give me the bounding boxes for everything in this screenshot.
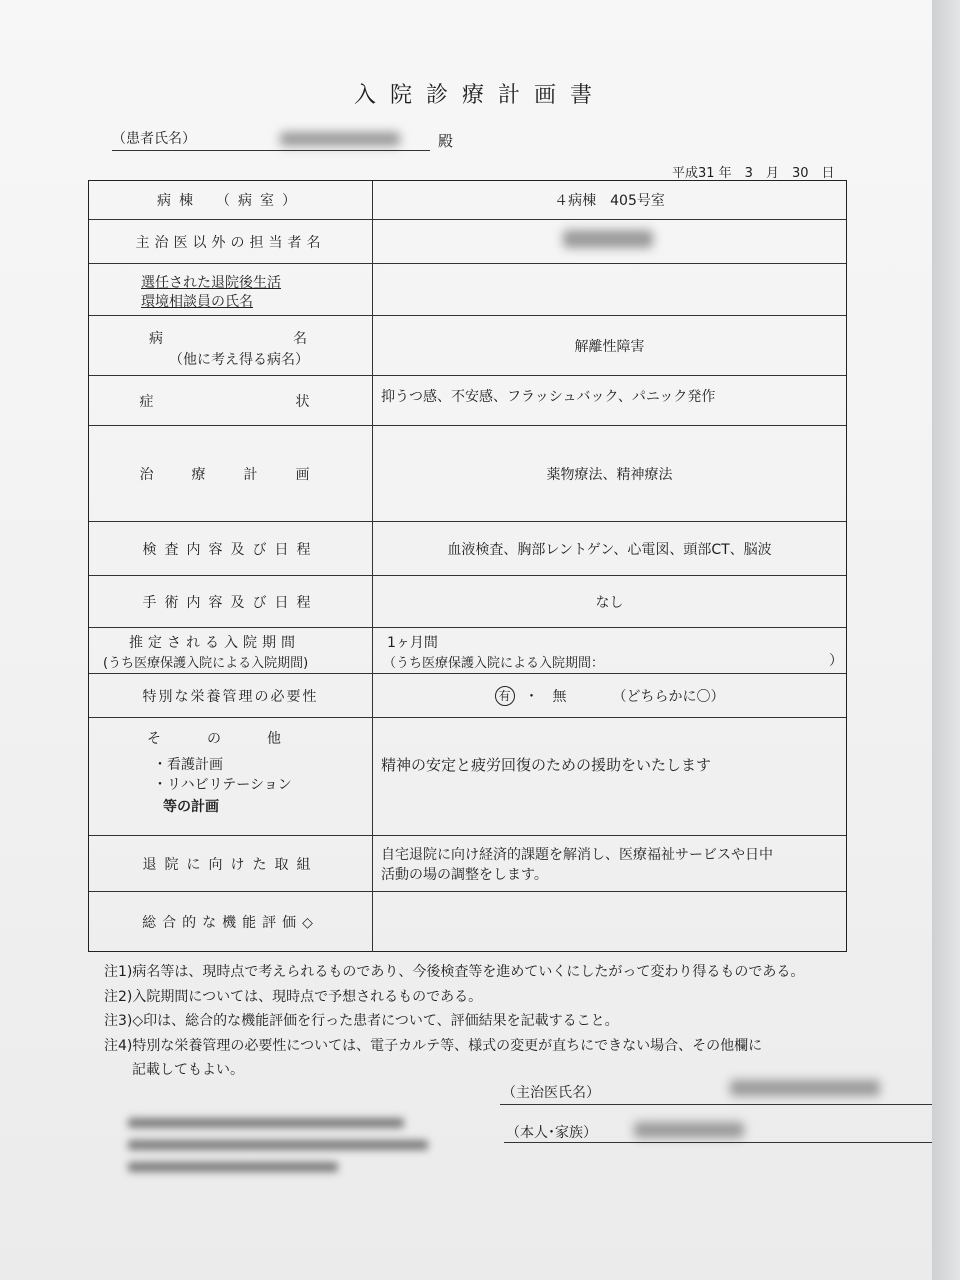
nutrition-value — [373, 674, 846, 718]
other-item-nursing: ・看護計画 — [153, 757, 223, 773]
discharge-value — [373, 836, 846, 892]
note-2: 注2)入院期間については、現時点で予想されるものである。 — [104, 988, 483, 1005]
nutrition-separator: ・ 無 — [524, 689, 567, 705]
plan-table — [88, 180, 847, 952]
other-item-plan: 等の計画 — [163, 799, 219, 815]
row-discharge — [89, 835, 846, 892]
row-staff — [89, 219, 846, 264]
document-date: 平成31 年 3 月 30 日 — [672, 166, 835, 181]
staff-value — [373, 220, 846, 264]
background-edge — [932, 0, 960, 1280]
notes — [104, 960, 804, 1083]
function-value — [373, 892, 846, 952]
exam-value: 血液検査、胸部レントゲン、心電図、頭部CT、脳波 — [447, 542, 772, 558]
nutrition-label: 特別な栄養管理の必要性 — [89, 674, 373, 718]
row-counselor — [89, 263, 846, 316]
document-title: 入院診療計画書 — [353, 83, 606, 108]
staff-label: 主治医以外の担当者名 — [89, 220, 373, 264]
disease-label — [89, 316, 373, 376]
row-period — [89, 627, 846, 674]
period-label-line-2: (うち医療保護入院による入院期間) — [103, 656, 309, 671]
row-surgery — [89, 575, 846, 628]
disease-label-line-2: （他に考え得る病名） — [169, 352, 309, 368]
ward-label: 病棟 （病室） — [89, 181, 373, 219]
family-signature-line — [504, 1142, 936, 1143]
redacted-hospital-address — [128, 1118, 428, 1188]
other-value: 精神の安定と疲労回復のための援助をいたします — [381, 756, 712, 774]
note-4: 注4)特別な栄養管理の必要性については、電子カルテ等、様式の変更が直ちにできない場合、その他欄に — [104, 1037, 763, 1054]
period-value — [373, 628, 846, 674]
counselor-label-line-2: 環境相談員の氏名 — [141, 294, 253, 310]
honorific: 殿 — [438, 132, 454, 150]
symptom-value: 抑うつ感、不安感、フラッシュバック、パニック発作 — [381, 389, 716, 405]
note-3: 注3)◇印は、総合的な機能評価を行った患者について、評価結果を記載すること。 — [104, 1013, 619, 1029]
disease-value: 解離性障害 — [574, 339, 645, 355]
row-other — [89, 717, 846, 836]
redacted-doctor-name — [730, 1080, 880, 1096]
patient-name-line — [112, 150, 430, 151]
doctor-signature-label: （主治医氏名） — [502, 1085, 600, 1101]
row-symptom — [89, 375, 846, 426]
row-disease — [89, 315, 846, 376]
ward-value: ４病棟 405号室 — [554, 193, 665, 209]
disease-label-line-1: 病 名 — [149, 331, 317, 347]
surgery-value: なし — [595, 595, 624, 611]
counselor-label — [89, 264, 373, 316]
row-nutrition — [89, 673, 846, 718]
patient-name-label: （患者氏名） — [112, 131, 196, 147]
row-exam — [89, 521, 846, 576]
other-label-title: そ の 他 — [147, 731, 287, 747]
nutrition-yes-circled: 有 — [495, 686, 515, 706]
period-value-close: ） — [829, 653, 843, 669]
family-signature-label: （本人･家族） — [506, 1125, 597, 1141]
period-label — [89, 628, 373, 674]
row-function — [89, 891, 846, 952]
note-1: 注1)病名等は、現時点で考えられるものであり、今後検査等を進めていくにしたがって変わり得るものである。 — [104, 964, 805, 980]
redacted-staff-name — [563, 230, 653, 248]
redacted-patient-name — [280, 132, 400, 146]
exam-label: 検査内容及び日程 — [89, 522, 373, 576]
period-value-line-1: 1ヶ月間 — [387, 635, 438, 651]
counselor-value — [373, 264, 846, 316]
counselor-label-line-1: 選任された退院後生活 — [141, 275, 281, 291]
discharge-label: 退院に向けた取組 — [89, 836, 373, 892]
period-value-line-2: （うち医療保護入院による入院期間： — [383, 656, 605, 671]
function-label: 総合的な機能評価◇ — [89, 892, 373, 952]
row-ward — [89, 181, 846, 219]
nutrition-note: （どちらかに〇） — [612, 689, 725, 705]
discharge-value-line-2: 活動の場の調整をします。 — [381, 867, 548, 883]
period-label-line-1: 推定される入院期間 — [129, 635, 300, 651]
row-treatment — [89, 425, 846, 522]
symptom-label: 症 状 — [89, 376, 373, 426]
note-5: 記載してもよい。 — [104, 1062, 244, 1078]
other-item-rehab: ・リハビリテーション — [153, 777, 292, 793]
discharge-value-line-1: 自宅退院に向け経済的課題を解消し、医療福祉サービスや日中 — [381, 847, 773, 863]
treatment-value: 薬物療法、精神療法 — [546, 467, 673, 483]
redacted-family-name — [634, 1122, 744, 1138]
treatment-label: 治 療 計 画 — [89, 426, 373, 522]
surgery-label: 手術内容及び日程 — [89, 576, 373, 628]
other-label — [89, 718, 373, 836]
doctor-signature-line — [500, 1104, 932, 1105]
